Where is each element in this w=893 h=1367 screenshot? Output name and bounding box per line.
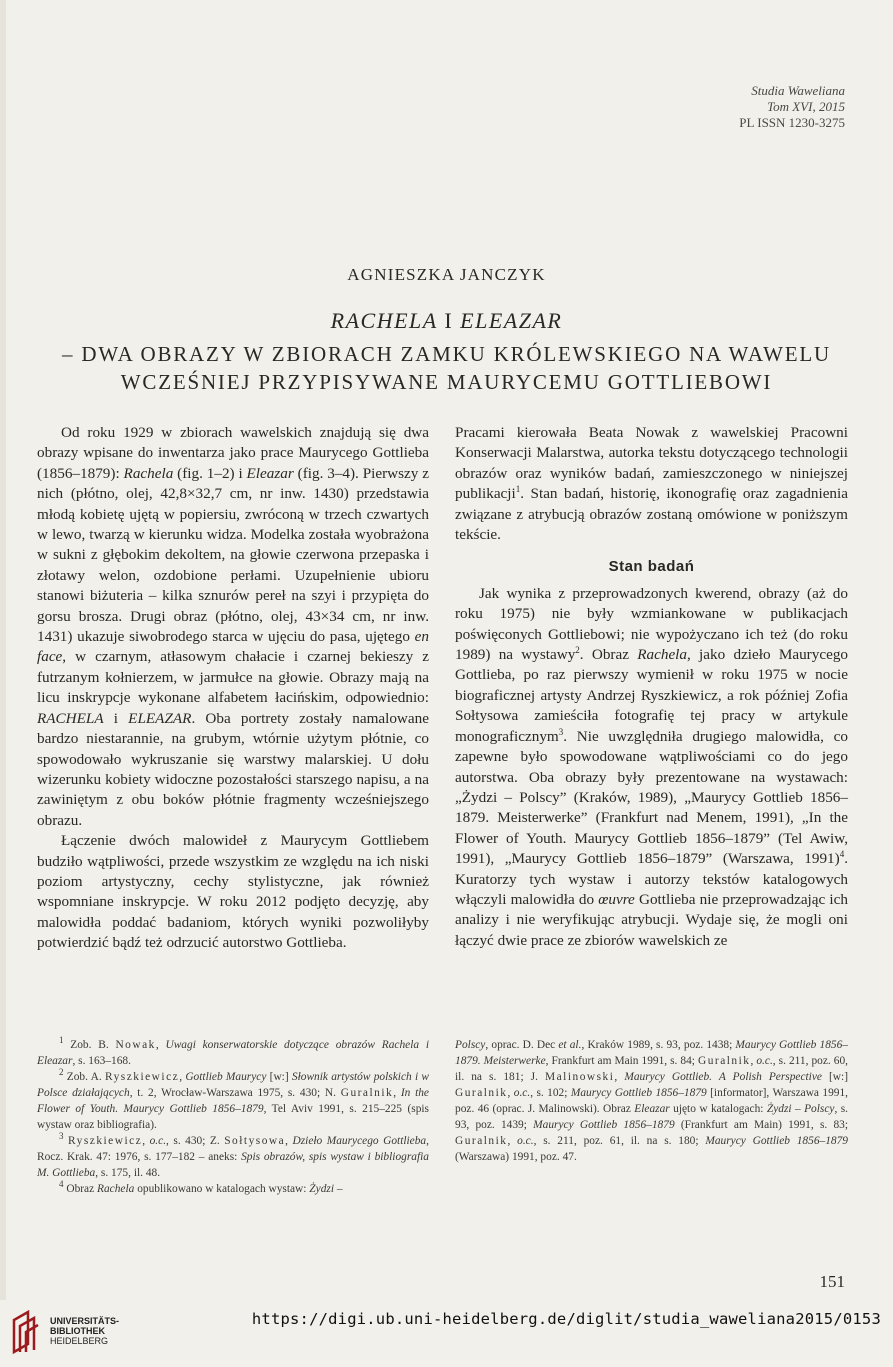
section-heading: Stan badań (608, 558, 695, 576)
footnote: $^2$ Zob. A. Ryszkiewicz, Gottlieb Maurycy [w:] Słownik artystów polskich i w Polsce działających, t. 2, Wrocław-Warszawa 1975, s. 430; N. Guralnik, In the Flower of Youth. Maurycy Gottlieb 1856–1879, Tel Aviv 1991, s. 215–225 (spis wystaw oraz bibliografia). (37, 1067, 429, 1131)
footnotes-right (455, 1037, 848, 1165)
source-url[interactable]: https://digi.ub.uni-heidelberg.de/diglit/studia_waweliana2015/0153 (251, 1310, 881, 1328)
paragraph: Od roku 1929 w zbiorach wawelskich znajdują się dwa obrazy wpisane do inwentarza jako prace Maurycego Gottlieba (1856–1879): Rachela (fig. 1–2) i Eleazar (fig. 3–4). Pierwszy z nich (płótno, olej, 42,8×32,7 cm, nr inw. 1430) przedstawia młodą kobietę ujętą w popiersiu, zwróconą w trzech czwartych w lewo, twarzą w kierunku widza. Modelka została wyobrażona w sukni z głębokim dekoltem, na głowie czerwona przepaska i złotawy welon, ozdobione perłami. Uzupełnienie ubioru stanowi biżuteria – kilka sznurów pereł na szyi i przypięta do gorsu brosza. Drugi obraz (płótno, olej, 43×34 cm, nr inw. 1431) ukazuje siwobrodego starca w ujęciu do pasa, ujętego en face, w czarnym, atłasowym chałacie i czarnej bekieszy z futrzanym kołnierzem, w jarmułce na głowie. Obrazy mają na licu inskrypcje wykonane alfabetem łacińskim, odpowiednio: RACHELA i ELEAZAR. Oba portrety zostały namalowane bardzo niestarannie, na grubym, wtórnie użytym płótnie, co spowodowało wykruszanie się warstwy malarskiej. U dołu wizerunku kobiety widoczne pozostałości starszego napisu, a na zawiniętym z obu boków płótnie fragmenty wcześniejszego obrazu. (37, 424, 429, 829)
title-connector: I (444, 308, 454, 333)
footnote: $^3$ Ryszkiewicz, o.c., s. 430; Z. Sołtysowa, Dzieło Maurycego Gottlieba, Rocz. Krak. 47: 1976, s. 177–182 – aneks: Spis obrazów, spis wystaw i bibliografia M. Gottlieba, s. 175, il. 48. (37, 1131, 429, 1179)
article-title-rest (0, 340, 893, 396)
title-eleazar: ELEAZAR (460, 308, 563, 333)
footnote-ref[interactable]: 1 (515, 484, 521, 495)
body-column-left (37, 423, 429, 954)
library-name: UNIVERSITÄTS- BIBLIOTHEK HEIDELBERG (50, 1316, 120, 1346)
footnote-ref[interactable]: 2 (575, 645, 580, 655)
journal-title: Studia Waweliana (751, 83, 845, 98)
page-edge (0, 0, 6, 1300)
title-rachela: RACHELA (330, 308, 438, 333)
footnote: $^1$ Zob. B. Nowak, Uwagi konserwatorskie dotyczące obrazów Rachela i Eleazar, s. 163–168. (37, 1035, 429, 1067)
page-number: 151 (819, 1272, 845, 1291)
body-column-right (455, 423, 848, 951)
paragraph: Łączenie dwóch malowideł z Maurycym Gottliebem budziło wątpliwości, przede wszystkim ze względu na ich niski poziom artystyczny, cechy stylistyczne, jak również wspomniane inskrypcje. W roku 2012 podjęto decyzję, aby malowidła poddać badaniom, których wyniki pozwoliłyby potwierdzić bądź też odrzucić autorstwo Gottlieba. (37, 832, 429, 952)
title-line3: WCZEŚNIEJ PRZYPISYWANE MAURYCEMU GOTTLIEBOWI (120, 370, 773, 394)
footnote: $^4$ Obraz Rachela opublikowano w katalogach wystaw: Żydzi – (59, 1179, 343, 1195)
journal-header (739, 83, 845, 131)
footnote-ref[interactable]: 4 (839, 849, 845, 860)
footnotes-left (37, 1037, 429, 1197)
journal-issn: PL ISSN 1230-3275 (739, 115, 845, 130)
footnote-continuation: Polscy, oprac. D. Dec et al., Kraków 1989, s. 93, poz. 1438; Maurycy Gottlieb 1856–1879. Meisterwerke, Frankfurt am Main 1991, s. 84; Guralnik, o.c., s. 211, poz. 60, il. na s. 181; J. Malinowski, Maurycy Gottlieb. A Polish Perspective [w:] Guralnik, o.c., s. 102; Maurycy Gottlieb 1856–1879 [informator], Warszawa 1991, poz. 46 (oprac. J. Malinowski). Obraz Eleazar ujęto w katalogach: Żydzi – Polscy, s. 93, poz. 1439; Maurycy Gottlieb 1856–1879 (Frankfurt am Main) 1991, s. 83; Guralnik, o.c., s. 211, poz. 61, il. na s. 180; Maurycy Gottlieb 1856–1879 (Warszawa) 1991, poz. 47. (455, 1039, 849, 1163)
library-logo-icon (10, 1310, 40, 1354)
title-line2: – DWA OBRAZY W ZBIORACH ZAMKU KRÓLEWSKIEGO NA WAWELU (62, 342, 831, 366)
footnote-ref[interactable]: 3 (558, 726, 564, 737)
paragraph: Jak wynika z przeprowadzonych kwerend, obrazy (aż do roku 1975) nie były wzmiankowane w publikacjach poświęconych Gottliebowi; nie wypożyczano ich też (do roku 1989) na wystawy$^2$. Obraz Rachela, jako dzieło Maurycego Gottlieba, po raz pierwszy wymienił w roku 1975 w nocie biograficznej artysty Andrzej Ryszkiewicz, a rok później Zofia Sołtysowa zamieściła fotografię tej pracy w artykule monograficznym$^3$. Nie uwzględniła drugiego malowidła, co zapewne było spowodowane wątpliwościami co do jego autorstwa. Oba obrazy były prezentowane na wystawach: „Żydzi – Polscy” (Kraków, 1989), „Maurycy Gottlieb 1856–1879. Meisterwerke” (Frankfurt nad Menem, 1991), „In the Flower of Youth. Maurycy Gottlieb 1856–1879” (Tel Awiw, 1991), „Maurycy Gottlieb 1856–1879” (Warszawa, 1991)$^4$. Kuratorzy tych wystaw i autorzy tekstów katalogowych włączyli malowidła do œuvre Gottlieba nie przeprowadzając ich analizy i nie weryfikując atrybucji. Wydaje się, że mogli oni łączyć dwie prace ze zbiorów wawelskich ze (455, 584, 849, 949)
article-title-line1 (0, 308, 893, 334)
article-author: AGNIESZKA JANCZYK (347, 265, 546, 284)
journal-volume: Tom XVI, 2015 (767, 99, 845, 114)
library-logo[interactable] (10, 1310, 130, 1354)
paragraph: Pracami kierowała Beata Nowak z wawelskiej Pracowni Konserwacji Malarstwa, autorka tekstu dotyczącego technologii obrazów oraz wyników badań, zamieszczonego w niniejszej publikacji$^1$. Stan badań, historię, ikonografię oraz zagadnienia związane z atrybucją obrazów zostaną omówione w poniższym tekście. (455, 424, 848, 544)
